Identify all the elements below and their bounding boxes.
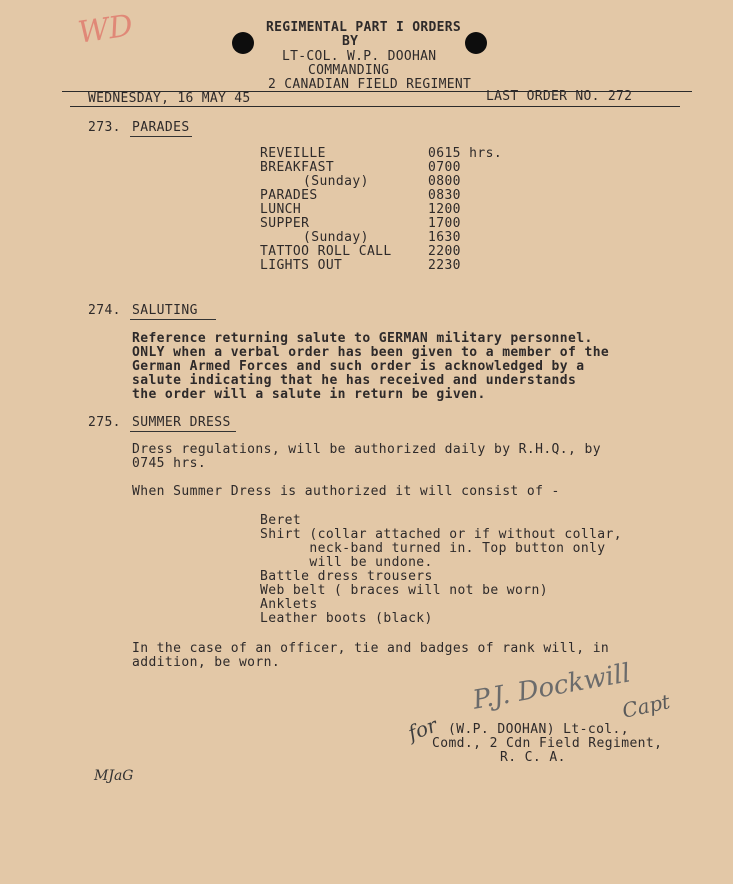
body-line: Dress regulations, will be authorized daily by R.H.Q., by bbox=[132, 442, 601, 457]
signatory-unit: Comd., 2 Cdn Field Regiment, bbox=[432, 736, 663, 751]
schedule-label: BREAKFAST bbox=[260, 160, 335, 175]
body-line: 0745 hrs. bbox=[132, 456, 207, 471]
header-rule-bottom bbox=[70, 106, 680, 107]
header-officer: LT-COL. W.P. DOOHAN bbox=[282, 49, 437, 64]
dress-item: will be undone. bbox=[260, 555, 433, 570]
body-line: ONLY when a verbal order has been given to a member of the bbox=[132, 345, 610, 360]
section-275-underline bbox=[130, 431, 236, 432]
section-274-number: 274. bbox=[88, 303, 121, 318]
schedule-time: 2230 bbox=[428, 258, 461, 273]
dress-item: Battle dress trousers bbox=[260, 569, 433, 584]
schedule-label: PARADES bbox=[260, 188, 318, 203]
section-274-title: SALUTING bbox=[132, 303, 198, 318]
body-line: salute indicating that he has received and understands bbox=[132, 373, 577, 388]
schedule-time: 1630 bbox=[428, 230, 461, 245]
punch-hole-left bbox=[232, 32, 254, 54]
typist-initials: MJaG bbox=[94, 768, 134, 784]
header-by: BY bbox=[342, 34, 359, 49]
header-date: WEDNESDAY, 16 MAY 45 bbox=[88, 91, 251, 106]
section-274-underline bbox=[130, 319, 216, 320]
handwritten-signature: P.J. Dockwill bbox=[470, 658, 633, 716]
body-line: addition, be worn. bbox=[132, 655, 281, 670]
schedule-label: SUPPER bbox=[260, 216, 310, 231]
handwritten-rank: Capt bbox=[620, 689, 673, 723]
header-unit: 2 CANADIAN FIELD REGIMENT bbox=[268, 77, 472, 92]
schedule-label: TATTOO ROLL CALL bbox=[260, 244, 392, 259]
schedule-time: 0700 bbox=[428, 160, 461, 175]
schedule-time: 0615 hrs. bbox=[428, 146, 503, 161]
dress-item: Web belt ( braces will not be worn) bbox=[260, 583, 548, 598]
dress-item: Leather boots (black) bbox=[260, 611, 433, 626]
schedule-label: (Sunday) bbox=[303, 230, 369, 245]
section-273-underline bbox=[130, 136, 192, 137]
schedule-time: 1700 bbox=[428, 216, 461, 231]
section-275-number: 275. bbox=[88, 415, 121, 430]
dress-item: Anklets bbox=[260, 597, 318, 612]
schedule-time: 1200 bbox=[428, 202, 461, 217]
punch-hole-right bbox=[465, 32, 487, 54]
signatory-name: (W.P. DOOHAN) Lt-col., bbox=[448, 722, 629, 737]
section-275-title: SUMMER DRESS bbox=[132, 415, 231, 430]
section-273-title: PARADES bbox=[132, 120, 190, 135]
header-role: COMMANDING bbox=[308, 63, 390, 78]
dress-item: Shirt (collar attached or if without collar, bbox=[260, 527, 622, 542]
header-title: REGIMENTAL PART I ORDERS bbox=[266, 20, 462, 35]
dress-item: neck-band turned in. Top button only bbox=[260, 541, 606, 556]
schedule-time: 0800 bbox=[428, 174, 461, 189]
schedule-label: LIGHTS OUT bbox=[260, 258, 343, 273]
section-273-number: 273. bbox=[88, 120, 121, 135]
body-line: the order will a salute in return be given. bbox=[132, 387, 486, 402]
wd-stamp: WD bbox=[75, 8, 136, 51]
schedule-label: LUNCH bbox=[260, 202, 302, 217]
dress-item: Beret bbox=[260, 513, 302, 528]
body-line: Reference returning salute to GERMAN military personnel. bbox=[132, 331, 593, 346]
handwritten-for: for bbox=[404, 712, 441, 746]
schedule-label: (Sunday) bbox=[303, 174, 369, 189]
schedule-label: REVEILLE bbox=[260, 146, 326, 161]
schedule-time: 0830 bbox=[428, 188, 461, 203]
body-line: German Armed Forces and such order is acknowledged by a bbox=[132, 359, 585, 374]
body-line: When Summer Dress is authorized it will consist of - bbox=[132, 484, 560, 499]
header-order-no: LAST ORDER NO. 272 bbox=[486, 89, 633, 104]
body-line: In the case of an officer, tie and badges of rank will, in bbox=[132, 641, 610, 656]
signatory-corps: R. C. A. bbox=[500, 750, 566, 765]
schedule-time: 2200 bbox=[428, 244, 461, 259]
